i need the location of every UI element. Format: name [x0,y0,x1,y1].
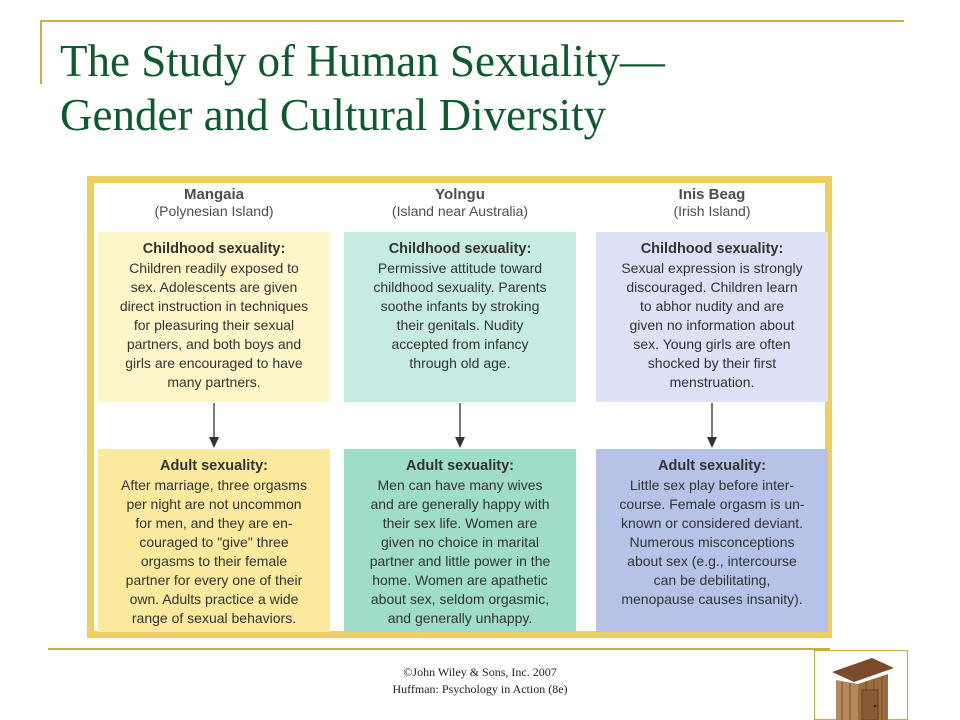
adult-text [98,476,330,628]
adult-text [344,476,576,628]
column-header [344,186,576,220]
text-line: discouraged. Children learn [626,279,798,295]
text-line: sex. Young girls are often [633,336,791,352]
arrow-down-icon [454,403,466,449]
text-line: home. Women are apathetic [372,572,548,588]
text-line: their sex life. Women are [382,515,538,531]
adult-title: Adult sexuality: [406,458,514,474]
childhood-box [344,232,576,402]
text-line: childhood sexuality. Parents [373,279,547,295]
text-line: Children readily exposed to [129,260,299,276]
text-line: direct instruction in techniques [119,298,309,314]
childhood-box [98,232,330,402]
text-line: sex. Adolescents are given [130,279,298,295]
arrow-down-icon [706,403,718,449]
column-yolngu [344,183,576,631]
adult-text [596,476,828,609]
text-line: After marriage, three orgasms [121,477,307,493]
text-line: Little sex play before inter- [629,477,795,493]
bottom-divider [48,648,830,650]
text-line: to abhor nudity and are [640,298,784,314]
text-line: many partners. [167,374,261,390]
text-line: given no information about [629,317,795,333]
arrow-down-icon [208,403,220,449]
text-line: menstruation. [669,374,755,390]
childhood-text [98,259,330,392]
text-line: about sex (e.g., intercourse [627,553,797,569]
adult-box [596,449,828,632]
adult-title: Adult sexuality: [160,458,268,474]
slide-title [60,34,860,142]
text-line: couraged to "give" three [139,534,289,550]
text-line: soothe infants by stroking [380,298,540,314]
text-line: partner and little power in the [369,553,551,569]
text-line: Permissive attitude toward [377,260,543,276]
column-name: Mangaia [183,186,244,203]
text-line: for men, and they are en- [135,515,293,531]
text-line: can be debilitating, [653,572,771,588]
childhood-title: Childhood sexuality: [640,241,784,257]
column-inis-beag [596,183,828,631]
text-line: course. Female orgasm is un- [619,496,805,512]
text-line: Men can have many wives [377,477,543,493]
column-subtitle: (Polynesian Island) [154,203,274,219]
adult-box [98,449,330,632]
copyright-text: ©John Wiley & Sons, Inc. 2007 [403,665,557,679]
outhouse-icon [814,650,908,720]
text-line: partners, and both boys and [126,336,302,352]
text-line: Sexual expression is strongly [621,260,803,276]
text-line: and are generally happy with [370,496,550,512]
text-line: for pleasuring their sexual [133,317,295,333]
adult-title: Adult sexuality: [658,458,766,474]
childhood-text [344,259,576,373]
text-line: about sex, seldom orgasmic, [370,591,550,607]
text-line: known or considered deviant. [620,515,804,531]
text-line: per night are not uncommon [126,496,302,512]
title-line-2: Gender and Cultural Diversity [60,90,607,140]
text-line: girls are encouraged to have [125,355,303,371]
top-divider [42,20,904,22]
childhood-box [596,232,828,402]
text-line: own. Adults practice a wide [129,591,299,607]
text-line: menopause causes insanity). [621,591,803,607]
text-line: Numerous misconceptions [629,534,795,550]
column-subtitle: (Island near Australia) [391,203,529,219]
slide-footer [330,664,630,698]
text-line: orgasms to their female [140,553,288,569]
column-mangaia [98,183,330,631]
text-line: their genitals. Nudity [396,317,524,333]
book-citation: Huffman: Psychology in Action (8e) [392,682,568,696]
culture-comparison-figure [87,176,832,638]
adult-box [344,449,576,632]
figure-panel [94,183,825,631]
column-header [596,186,828,220]
childhood-title: Childhood sexuality: [142,241,286,257]
text-line: partner for every one of their [125,572,303,588]
column-header [98,186,330,220]
childhood-title: Childhood sexuality: [388,241,532,257]
left-divider [40,20,42,84]
title-line-1: The Study of Human Sexuality— [60,36,665,86]
text-line: range of sexual behaviors. [131,610,297,626]
column-name: Yolngu [435,186,485,203]
column-subtitle: (Irish Island) [673,203,751,219]
text-line: accepted from infancy [391,336,529,352]
childhood-text [596,259,828,392]
text-line: through old age. [409,355,511,371]
text-line: given no choice in marital [381,534,539,550]
text-line: and generally unhappy. [387,610,533,626]
text-line: shocked by their first [647,355,777,371]
column-name: Inis Beag [678,186,746,203]
